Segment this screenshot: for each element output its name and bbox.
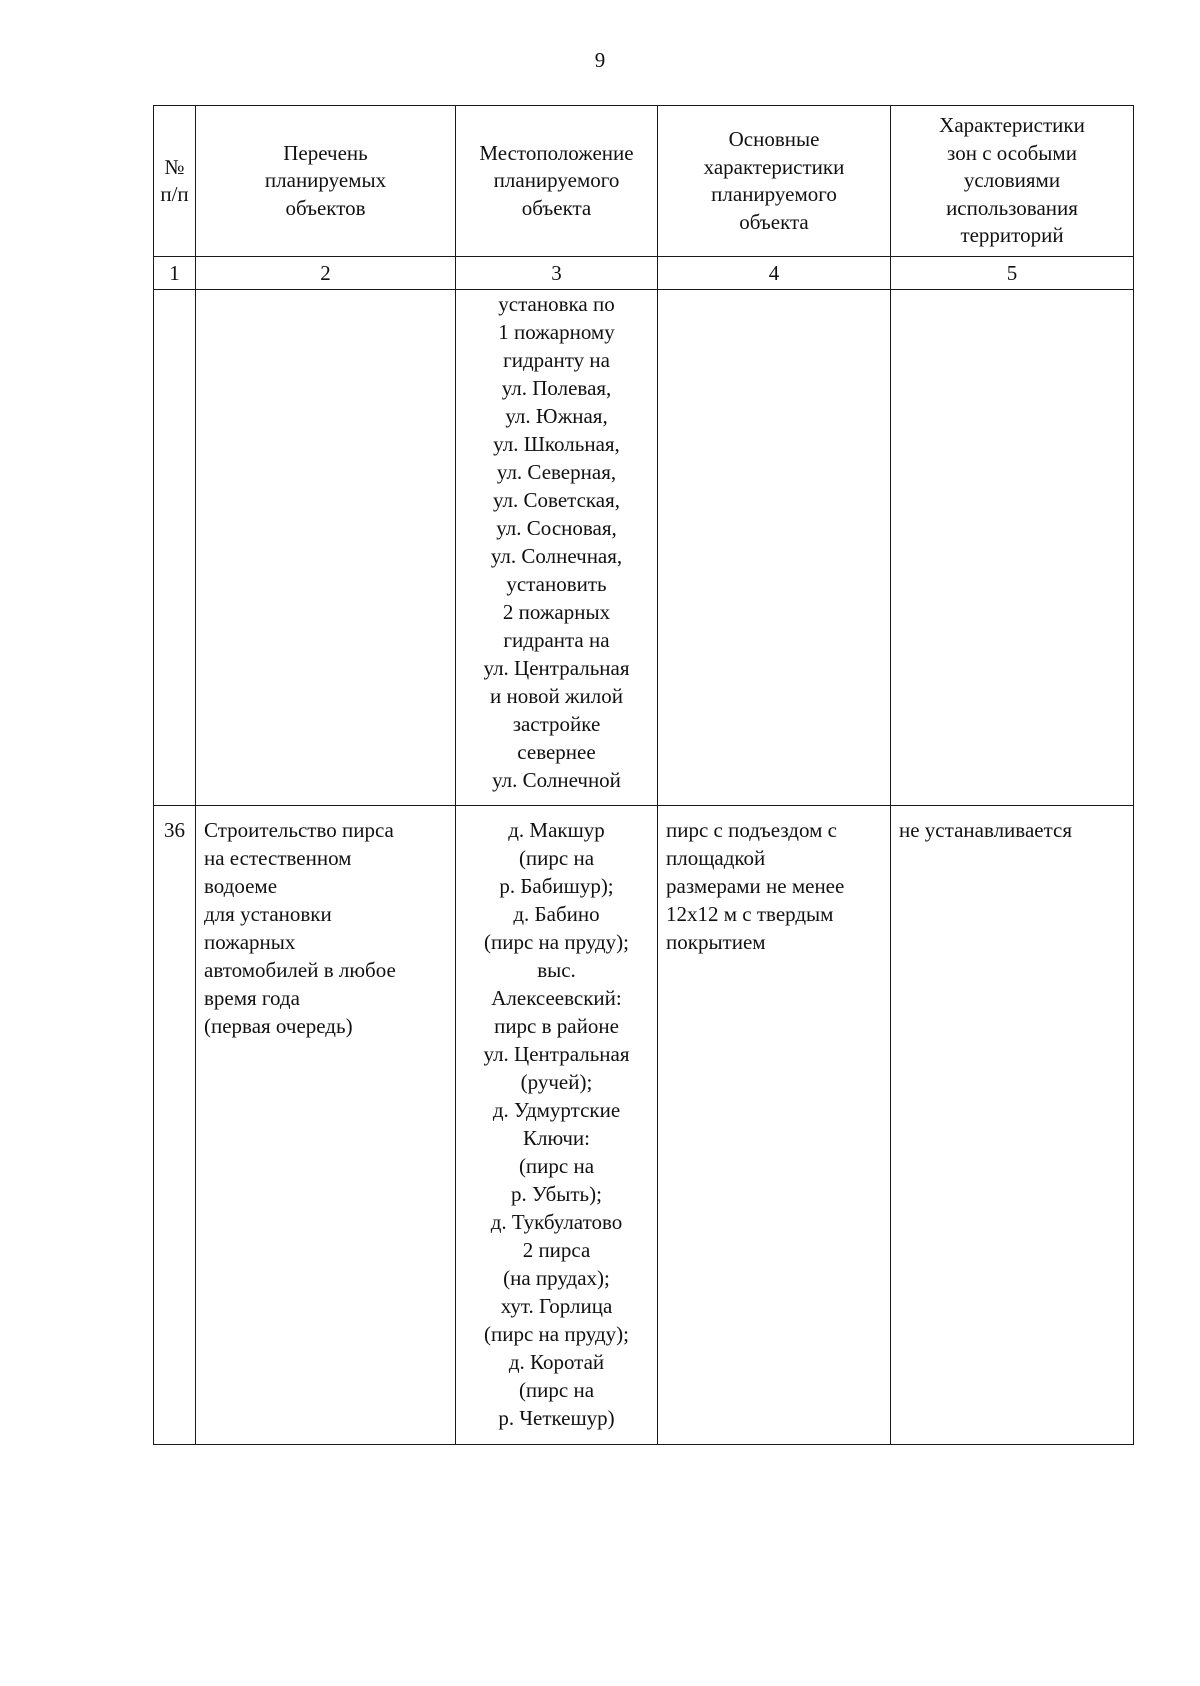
location-text-line: 1 пожарному xyxy=(498,320,615,344)
planned-objects-table xyxy=(153,105,1134,1445)
zones-cell: не устанавливается xyxy=(891,806,1134,1445)
location-text-line: Алексеевский: xyxy=(491,986,622,1010)
location-text-line: пирс в районе xyxy=(494,1014,619,1038)
column-number: 1 xyxy=(154,257,196,290)
location-text-line: (пирс на xyxy=(518,1154,595,1178)
object-text-line: (первая очередь) xyxy=(204,1014,353,1038)
object-text-line: Строительство пирса xyxy=(204,818,394,842)
row-number-cell: 36 xyxy=(154,806,196,1445)
location-text-line: гидранта на xyxy=(503,628,610,652)
location-text-line: 2 пирса xyxy=(522,1238,591,1262)
location-text-line: выс. xyxy=(537,958,576,982)
location-cell xyxy=(456,806,658,1445)
header-number: № п/п xyxy=(154,106,196,257)
row-number-cell xyxy=(154,290,196,806)
object-text-line: для установки xyxy=(204,902,332,926)
characteristics-cell xyxy=(658,806,891,1445)
location-text-line: установить xyxy=(506,572,607,596)
location-text-line: Ключи: xyxy=(522,1126,590,1150)
location-text-line: 2 пожарных xyxy=(502,600,611,624)
object-text-line: пожарных xyxy=(204,930,296,954)
location-text-line: хут. Горлица xyxy=(500,1294,613,1318)
location-text-line: д. Макшур xyxy=(508,818,605,842)
location-text-line: (пирс на xyxy=(518,846,595,870)
location-text-line: ул. Солнечной xyxy=(492,768,621,792)
object-text-line: автомобилей в любое xyxy=(204,958,396,982)
location-text-line: установка по xyxy=(498,292,615,316)
characteristics-text-line: площадкой xyxy=(666,846,766,870)
table-row xyxy=(154,290,1134,806)
location-text-line: застройке xyxy=(512,712,601,736)
location-text-line: р. Убыть); xyxy=(511,1182,602,1206)
object-cell xyxy=(196,290,456,806)
characteristics-cell xyxy=(658,290,891,806)
object-text-line: на естественном xyxy=(204,846,352,870)
location-text-line: (пирс на пруду); xyxy=(483,930,629,954)
location-text-line: р. Бабишур); xyxy=(499,874,614,898)
location-text-line: ул. Северная, xyxy=(496,460,617,484)
table-header-row xyxy=(154,106,1134,257)
object-text-line: время года xyxy=(204,986,300,1010)
header-special-zones: Характеристики зон с особыми условиями использования территорий xyxy=(891,106,1134,257)
characteristics-text-line: покрытием xyxy=(666,930,766,954)
location-text-line: д. Бабино xyxy=(513,902,600,926)
table-row xyxy=(154,806,1134,1445)
column-number: 5 xyxy=(891,257,1134,290)
location-text-line: (пирс на пруду); xyxy=(483,1322,629,1346)
object-cell xyxy=(196,806,456,1445)
location-text-line: ул. Центральная xyxy=(483,1042,630,1066)
location-cell xyxy=(456,290,658,806)
location-text-line: и новой жилой xyxy=(490,684,623,708)
header-objects-list: Перечень планируемых объектов xyxy=(196,106,456,257)
location-text-line: д. Удмуртские xyxy=(492,1098,621,1122)
characteristics-text-line: размерами не менее xyxy=(666,874,845,898)
location-text-line: ул. Школьная, xyxy=(493,432,620,456)
page-number: 9 xyxy=(594,48,606,72)
header-main-characteristics: Основные характеристики планируемого объекта xyxy=(658,106,891,257)
location-text-line: (пирс на xyxy=(518,1378,595,1402)
location-text-line: ул. Южная, xyxy=(505,404,608,428)
location-text-line: д. Тукбулатово xyxy=(490,1210,623,1234)
location-text-line: ул. Советская, xyxy=(492,488,621,512)
column-number: 3 xyxy=(456,257,658,290)
object-text-line: водоеме xyxy=(204,874,278,898)
location-text-line: гидранту на xyxy=(503,348,610,372)
location-text-line: ул. Центральная xyxy=(483,656,630,680)
column-number: 2 xyxy=(196,257,456,290)
characteristics-text-line: 12х12 м с твердым xyxy=(666,902,834,926)
location-text-line: ул. Полевая, xyxy=(501,376,612,400)
location-text-line: ул. Солнечная, xyxy=(490,544,623,568)
header-location: Местоположение планируемого объекта xyxy=(456,106,658,257)
location-text-line: севернее xyxy=(517,740,596,764)
location-text-line: (на прудах); xyxy=(503,1266,610,1290)
column-number-row xyxy=(154,257,1134,290)
characteristics-text-line: пирс с подъездом с xyxy=(666,818,837,842)
column-number: 4 xyxy=(658,257,891,290)
location-text-line: д. Коротай xyxy=(508,1350,605,1374)
location-text-line: р. Четкешур) xyxy=(498,1406,615,1430)
location-text-line: (ручей); xyxy=(520,1070,593,1094)
zones-cell xyxy=(891,290,1134,806)
location-text-line: ул. Сосновая, xyxy=(496,516,617,540)
